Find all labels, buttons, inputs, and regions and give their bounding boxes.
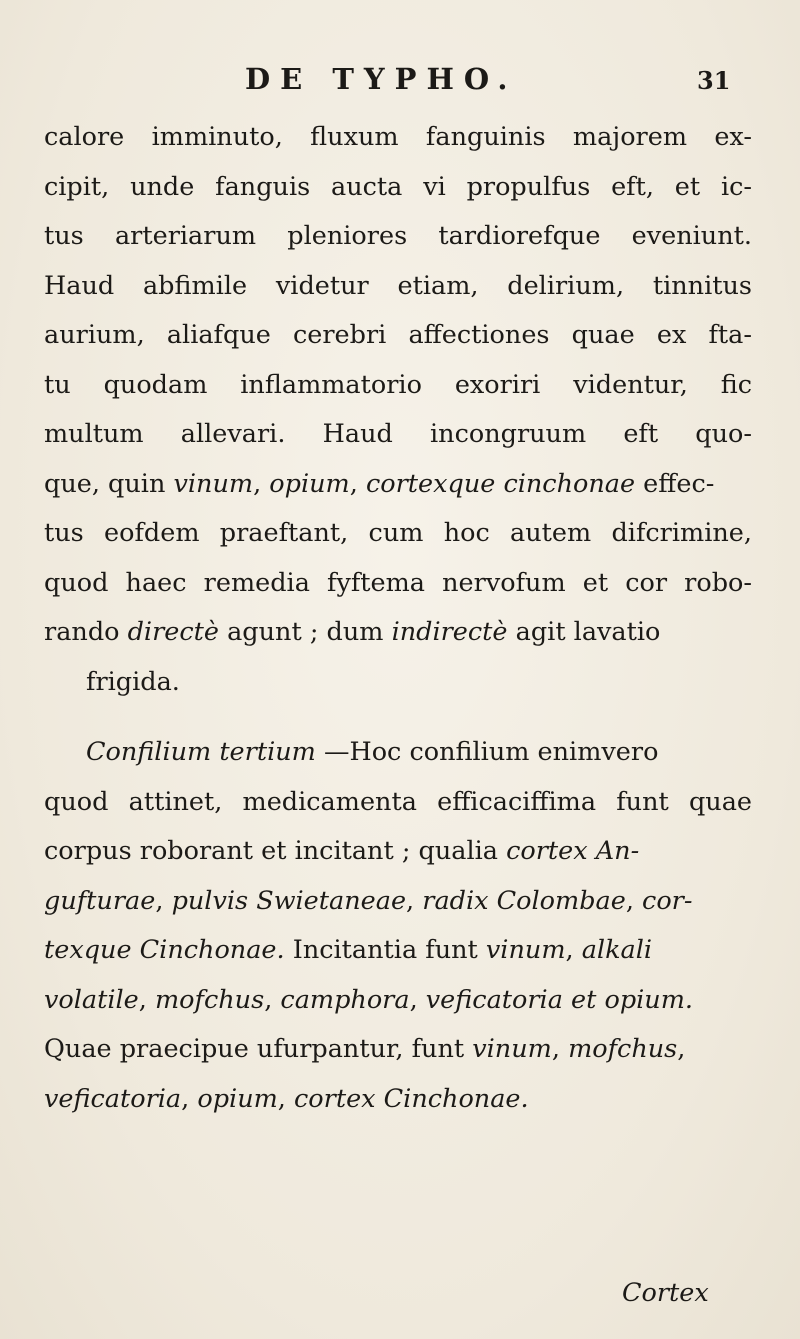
text-line <box>44 728 752 778</box>
text-line <box>44 1025 752 1075</box>
section-heading: Confilium tertium <box>86 737 316 767</box>
text-run: , <box>253 468 270 499</box>
text-run: , <box>181 1083 198 1114</box>
text-run: , <box>406 885 423 916</box>
text-run: , <box>155 885 172 916</box>
text-run: , <box>565 935 582 965</box>
text-run: , <box>349 468 366 499</box>
text-run <box>489 886 497 916</box>
text-line: Haud abfimile videtur etiam, delirium, tinnitus <box>44 270 752 301</box>
text-run: , <box>677 1034 686 1064</box>
page-header <box>0 62 800 102</box>
text-run: , <box>264 984 281 1015</box>
text-run: , <box>138 984 155 1015</box>
italic-term: mofchus <box>568 1034 678 1064</box>
text-line: quod attinet, medicamenta efficaciffima funt quae <box>44 786 752 817</box>
italic-term: alkali <box>581 935 653 965</box>
italic-term: volatile <box>44 984 139 1015</box>
running-title: DE TYPHO. <box>245 62 518 96</box>
italic-term: opium <box>269 468 350 499</box>
text-line <box>44 926 752 976</box>
text-run: agit lavatio <box>507 617 661 647</box>
italic-term: indirectè <box>391 617 508 647</box>
text-run: , <box>409 984 426 1015</box>
italic-term: camphora <box>280 984 410 1015</box>
text-line: calore imminuto, fluxum fanguinis majorem ex- <box>44 122 752 152</box>
italic-term: texque Cinchonae. <box>44 935 285 965</box>
text-run: rando <box>44 617 128 647</box>
italic-term: vinum <box>173 468 254 499</box>
text-line <box>44 1075 752 1125</box>
text-run: , <box>277 1083 295 1114</box>
text-line <box>44 460 752 510</box>
italic-term: cortexque cinchonae <box>365 468 636 499</box>
text-run: agunt ; dum <box>219 617 392 647</box>
italic-term: opium <box>197 1083 278 1114</box>
italic-term: vinum <box>485 935 566 965</box>
paragraph-1 <box>44 113 752 707</box>
text-line: quod haec remedia fyftema nervofum et cor robo- <box>44 567 752 598</box>
text-line: cipit, unde fanguis aucta vi propulfus eft, et ic- <box>44 171 752 202</box>
catchword: Cortex <box>622 1278 709 1308</box>
text-run: —Hoc confilium enimvero <box>315 737 659 767</box>
italic-term: vinum <box>472 1034 552 1064</box>
text-line <box>44 827 752 877</box>
text-run: que, quin <box>44 468 174 499</box>
italic-term: gufturae <box>44 885 156 916</box>
text-line: tus arteriarum pleniores tardiorefque eveniunt. <box>44 221 752 251</box>
italic-term: cor- <box>642 885 693 916</box>
italic-term: radix <box>422 885 489 916</box>
text-run: , <box>625 885 643 916</box>
italic-term: Swietaneae <box>256 885 407 916</box>
paragraph-2 <box>44 728 752 1124</box>
text-line: tu quodam inflammatorio exoriri videntur, fic <box>44 369 752 400</box>
text-line <box>44 976 752 1026</box>
text-run: Quae praecipue ufurpantur, funt <box>44 1034 473 1064</box>
italic-term: cortex An- <box>506 836 640 866</box>
italic-term: Colombae <box>496 885 626 916</box>
text-line: aurium, aliafque cerebri affectiones quae ex fta- <box>44 320 752 350</box>
text-line <box>44 608 752 658</box>
text-run: Incitantia funt <box>284 935 486 965</box>
text-line: frigida. <box>86 666 180 697</box>
text-run: , <box>551 1034 569 1064</box>
text-run: corpus roborant et incitant ; qualia <box>44 836 507 866</box>
italic-term: veficatoria et opium. <box>425 984 694 1015</box>
text-line <box>44 877 752 927</box>
italic-term: veficatoria <box>44 1083 182 1114</box>
page-number: 31 <box>697 66 731 95</box>
text-line: multum allevari. Haud incongruum eft quo- <box>44 419 752 449</box>
text-run: effec- <box>635 468 715 499</box>
italic-term: directè <box>127 617 219 647</box>
text-line: tus eofdem praeftant, cum hoc autem difcrimine, <box>44 518 752 548</box>
italic-term: pulvis <box>171 885 249 916</box>
italic-term: mofchus <box>155 984 265 1015</box>
italic-term: cortex Cinchonae. <box>294 1083 529 1114</box>
